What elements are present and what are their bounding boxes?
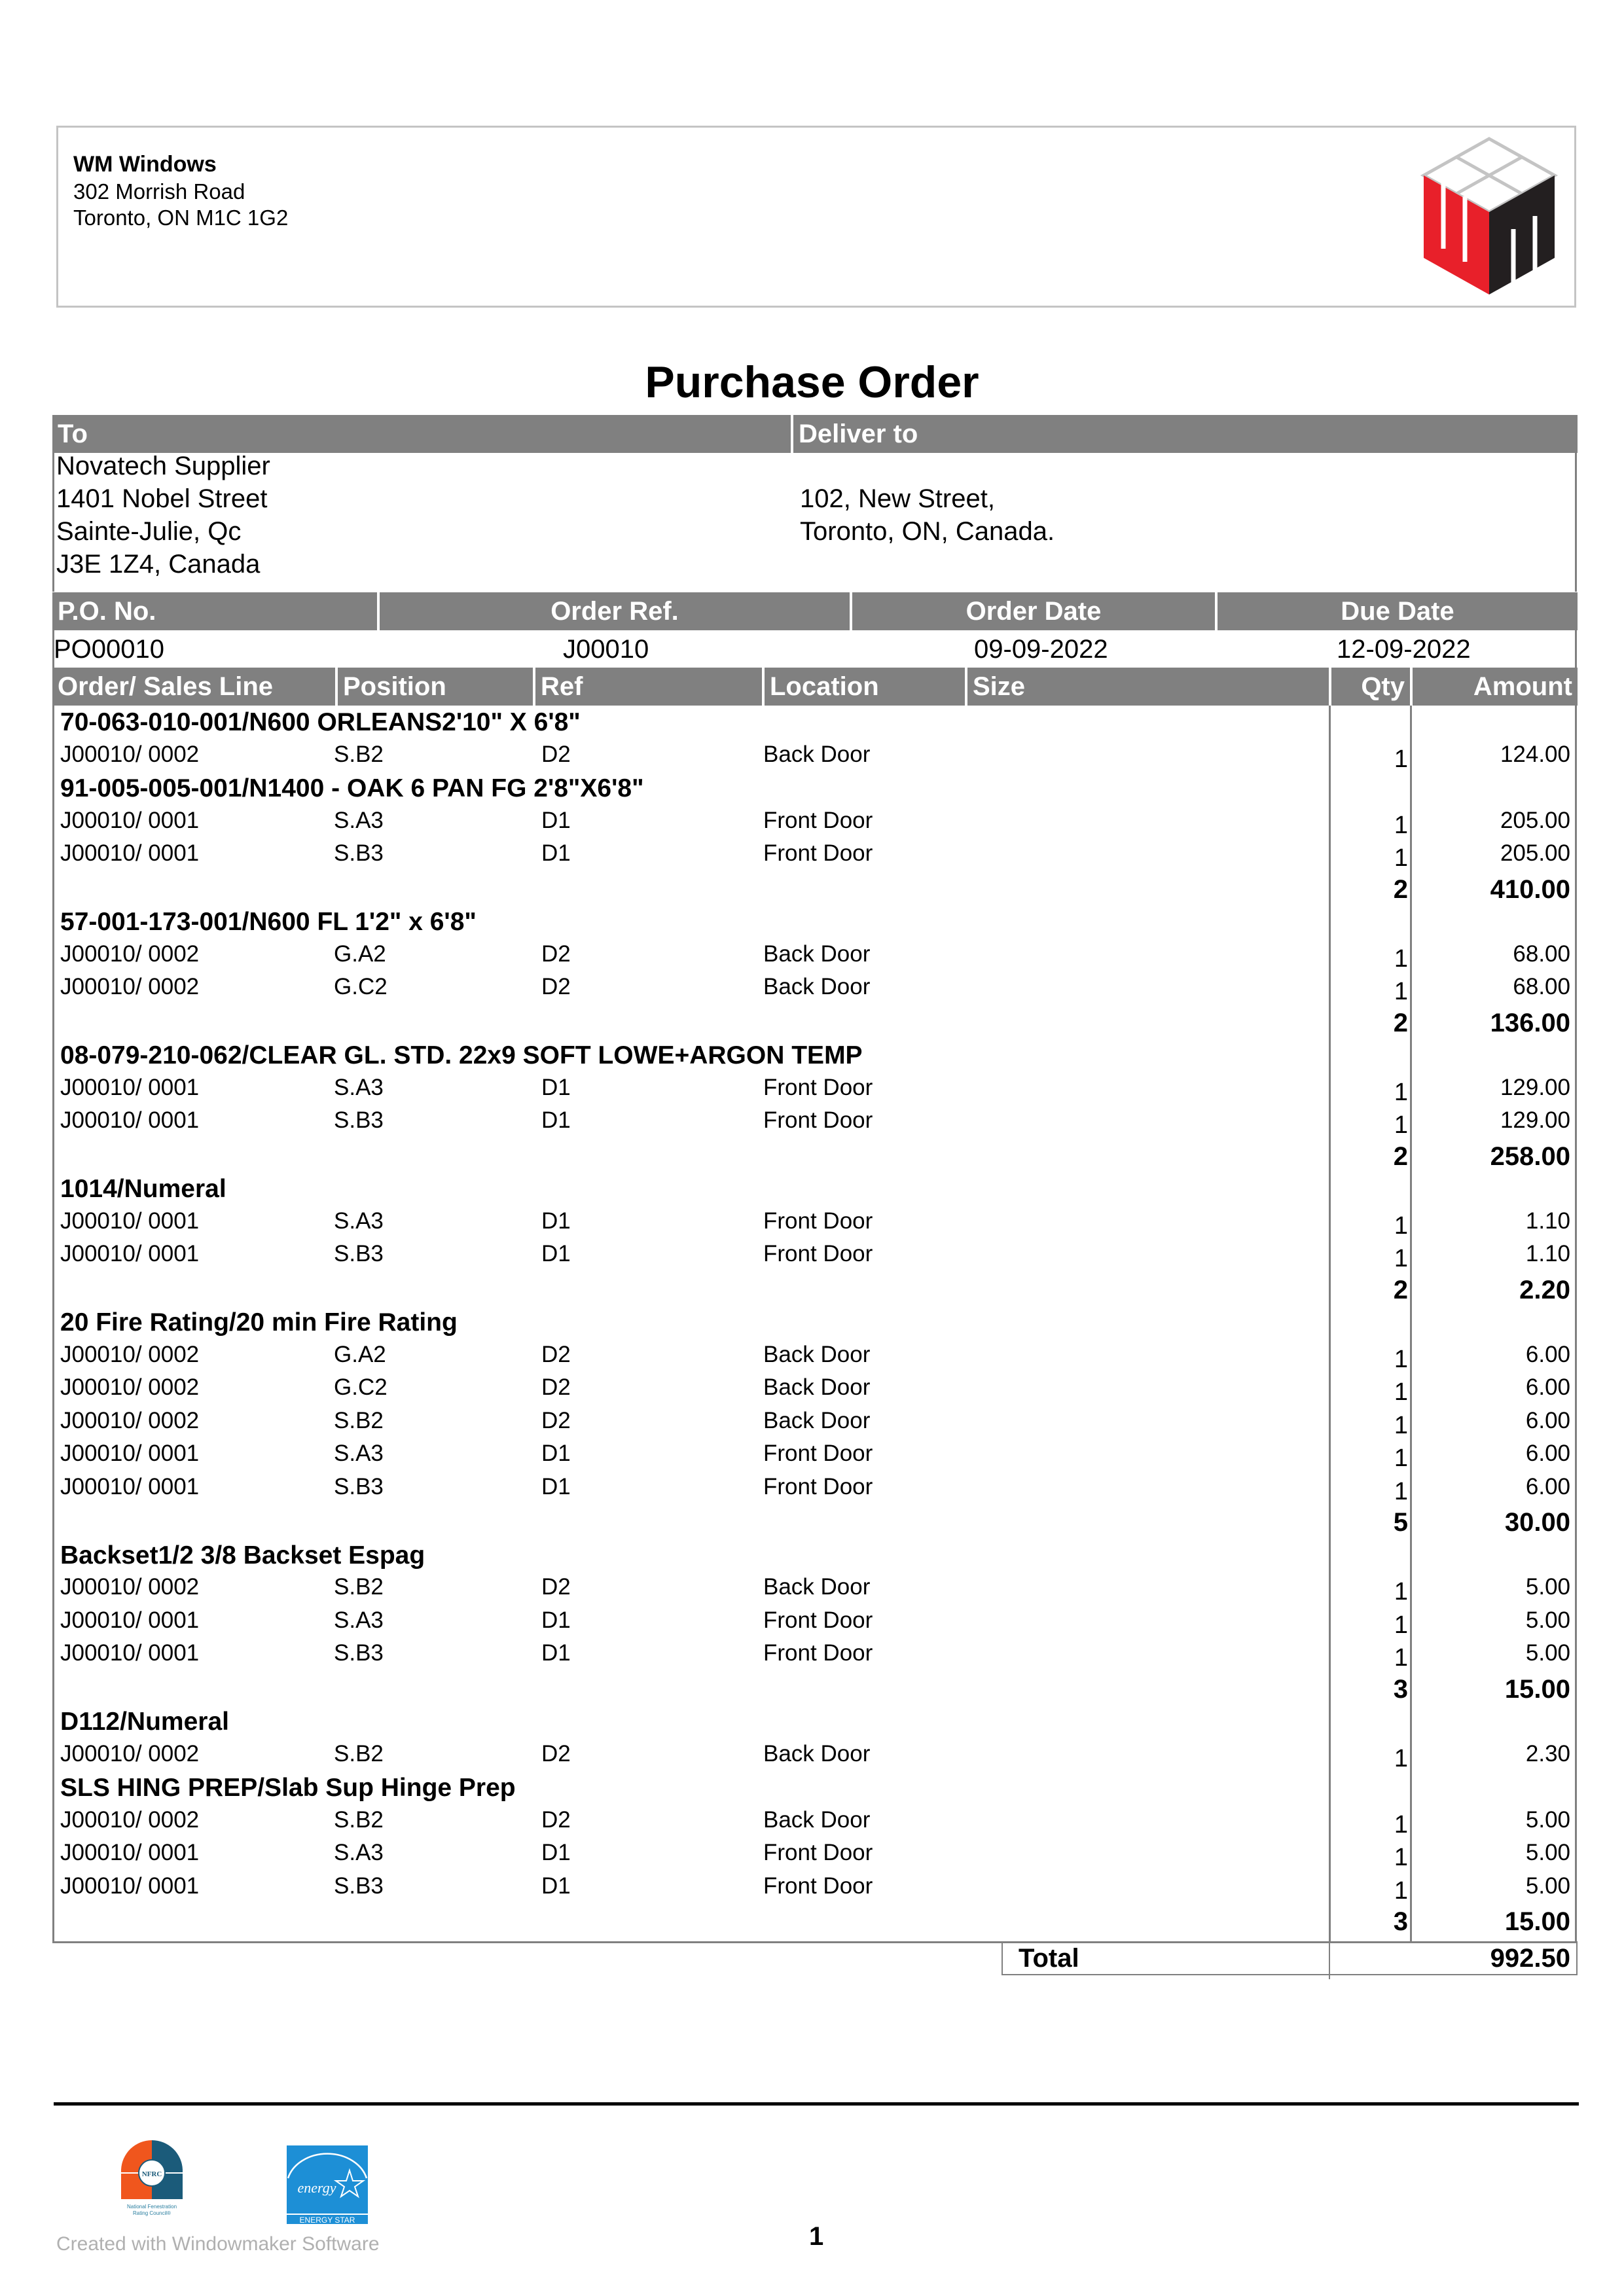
amount-cell: 6.00: [1525, 1473, 1570, 1499]
location-cell: Back Door: [763, 1574, 871, 1600]
position-cell: S.A3: [334, 1441, 384, 1466]
table-row: [0, 742, 1624, 774]
svg-text:energy: energy: [297, 2179, 336, 2196]
po-number-header: P.O. No.: [52, 592, 377, 630]
item-group-title: 70-063-010-001/N600 ORLEANS2'10" X 6'8": [60, 708, 581, 736]
location-cell: Front Door: [763, 1473, 873, 1499]
item-group-title: 57-001-173-001/N600 FL 1'2" x 6'8": [60, 908, 477, 936]
subtotal-qty: 3: [1393, 1907, 1408, 1936]
amount-cell: 2.30: [1525, 1740, 1570, 1767]
subtotal-qty: 2: [1393, 874, 1408, 904]
qty-cell: 1: [1394, 1444, 1408, 1472]
amount-cell: 6.00: [1525, 1374, 1570, 1400]
border-right: [1575, 453, 1577, 592]
ref-cell: D2: [541, 1574, 571, 1600]
order-line-cell: J00010/ 0002: [60, 741, 200, 767]
position-cell: S.B3: [334, 1640, 384, 1666]
qty-cell: 1: [1394, 978, 1408, 1005]
qty-cell: 1: [1394, 1611, 1408, 1639]
amount-cell: 6.00: [1525, 1407, 1570, 1433]
qty-cell: 1: [1394, 1378, 1408, 1406]
ref-cell: D2: [541, 1740, 571, 1767]
order-line-cell: J00010/ 0001: [60, 807, 200, 833]
position-cell: S.A3: [334, 1840, 384, 1865]
order-line-cell: J00010/ 0001: [60, 1241, 200, 1266]
location-cell: Back Door: [763, 741, 871, 767]
order-line-cell: J00010/ 0001: [60, 1208, 200, 1234]
table-row: [0, 1574, 1624, 1607]
ref-cell: D1: [541, 1208, 571, 1234]
qty-cell: 1: [1394, 1810, 1408, 1839]
position-cell: S.B3: [334, 1873, 384, 1899]
qty-cell: 1: [1394, 1211, 1408, 1240]
location-cell: Front Door: [763, 1441, 873, 1466]
total-divider: [1329, 1943, 1330, 1979]
ref-cell: D2: [541, 941, 571, 967]
item-group-title: D112/Numeral: [60, 1708, 229, 1736]
table-row: [0, 941, 1624, 974]
subtotal-row: [0, 1907, 1624, 1940]
item-group-title: 08-079-210-062/CLEAR GL. STD. 22x9 SOFT LOWE+ARGON TEMP: [60, 1041, 863, 1069]
position-cell: G.C2: [334, 974, 388, 999]
order-date-header: Order Date: [852, 592, 1215, 630]
amount-cell: 68.00: [1513, 941, 1570, 967]
energy-star-logo: [287, 2145, 368, 2224]
position-cell: S.B3: [334, 1241, 384, 1266]
total-label: Total: [1019, 1944, 1079, 1973]
table-row: [0, 1840, 1624, 1873]
company-name: WM Windows: [73, 152, 217, 177]
subtotal-row: [0, 1009, 1624, 1041]
deliver-to-header: Deliver to: [793, 415, 1578, 453]
subtotal-qty: 3: [1393, 1674, 1408, 1704]
subtotal-row: [0, 1508, 1624, 1541]
amount-cell: 124.00: [1500, 741, 1570, 767]
order-line-cell: J00010/ 0001: [60, 1840, 200, 1865]
table-row: [0, 1474, 1624, 1507]
to-line: J3E 1Z4, Canada: [56, 550, 261, 579]
ref-cell: D1: [541, 1607, 571, 1633]
amount-cell: 1.10: [1525, 1241, 1570, 1266]
location-cell: Front Door: [763, 1640, 873, 1666]
deliver-to-line: Toronto, ON, Canada.: [800, 517, 1055, 546]
to-line: Novatech Supplier: [56, 452, 270, 480]
amount-cell: 5.00: [1525, 1873, 1570, 1899]
qty-cell: 1: [1394, 811, 1408, 839]
qty-cell: 1: [1394, 1578, 1408, 1605]
position-cell: G.C2: [334, 1374, 388, 1400]
ref-cell: D1: [541, 840, 571, 866]
position-cell: S.A3: [334, 1074, 384, 1100]
table-row: [0, 1408, 1624, 1441]
ref-cell: D1: [541, 1107, 571, 1133]
item-group-title: SLS HING PREP/Slab Sup Hinge Prep: [60, 1774, 516, 1802]
col-header-size: Size: [967, 668, 1329, 706]
position-cell: S.B2: [334, 1407, 384, 1433]
order-line-cell: J00010/ 0002: [60, 1740, 200, 1767]
table-row: [0, 1607, 1624, 1640]
amount-cell: 5.00: [1525, 1840, 1570, 1865]
location-cell: Front Door: [763, 1840, 873, 1865]
location-cell: Back Door: [763, 1341, 871, 1367]
qty-cell: 1: [1394, 944, 1408, 973]
col-header-amount: Amount: [1413, 668, 1578, 706]
wm-cube-logo: [1414, 131, 1564, 301]
location-cell: Front Door: [763, 1241, 873, 1266]
ref-cell: D2: [541, 1341, 571, 1367]
col-header-qty: Qty: [1331, 668, 1410, 706]
subtotal-amount: 410.00: [1490, 874, 1570, 904]
qty-cell: 1: [1394, 1111, 1408, 1139]
ref-cell: D1: [541, 1840, 571, 1865]
subtotal-qty: 2: [1393, 1275, 1408, 1304]
col-header-position: Position: [338, 668, 533, 706]
item-group-title: 91-005-005-001/N1400 - OAK 6 PAN FG 2'8"X6'8": [60, 774, 644, 802]
ref-cell: D1: [541, 1241, 571, 1266]
table-row: [0, 1741, 1624, 1774]
order-line-cell: J00010/ 0001: [60, 840, 200, 866]
svg-text:National Fenestration: National Fenestration: [126, 2204, 177, 2210]
position-cell: S.A3: [334, 807, 384, 833]
svg-text:NFRC: NFRC: [141, 2170, 162, 2178]
order-line-cell: J00010/ 0002: [60, 1806, 200, 1833]
ref-cell: D2: [541, 1374, 571, 1400]
amount-cell: 5.00: [1525, 1574, 1570, 1600]
table-row: [0, 808, 1624, 840]
location-cell: Back Door: [763, 1806, 871, 1833]
table-row: [0, 1075, 1624, 1107]
table-row: [0, 1873, 1624, 1906]
ref-cell: D1: [541, 1640, 571, 1666]
to-line: Sainte-Julie, Qc: [56, 517, 242, 546]
subtotal-qty: 5: [1393, 1508, 1408, 1537]
amount-cell: 1.10: [1525, 1208, 1570, 1234]
subtotal-amount: 136.00: [1490, 1008, 1570, 1037]
amount-cell: 205.00: [1500, 840, 1570, 866]
order-line-cell: J00010/ 0002: [60, 941, 200, 967]
qty-cell: 1: [1394, 1644, 1408, 1672]
total-value: 992.50: [1490, 1944, 1570, 1973]
deliver-to-line: 102, New Street,: [800, 484, 995, 513]
page-title: Purchase Order: [645, 357, 979, 407]
table-row: [0, 1241, 1624, 1274]
ref-cell: D2: [541, 974, 571, 999]
order-line-cell: J00010/ 0001: [60, 1607, 200, 1633]
subtotal-amount: 15.00: [1504, 1907, 1570, 1936]
ref-cell: D2: [541, 1806, 571, 1833]
location-cell: Back Door: [763, 1374, 871, 1400]
ref-cell: D1: [541, 1873, 571, 1899]
qty-cell: 1: [1394, 1477, 1408, 1505]
subtotal-row: [0, 1276, 1624, 1308]
position-cell: S.A3: [334, 1607, 384, 1633]
order-line-cell: J00010/ 0001: [60, 1873, 200, 1899]
order-line-cell: J00010/ 0001: [60, 1473, 200, 1499]
nfrc-logo: [118, 2140, 187, 2222]
ref-cell: D1: [541, 1074, 571, 1100]
col-header-order-line: Order/ Sales Line: [52, 668, 335, 706]
due-date-value: 12-09-2022: [1337, 635, 1471, 664]
position-cell: S.B2: [334, 1574, 384, 1600]
ref-cell: D1: [541, 1473, 571, 1499]
location-cell: Back Door: [763, 1740, 871, 1767]
order-line-cell: J00010/ 0002: [60, 1374, 200, 1400]
location-cell: Front Door: [763, 1107, 873, 1133]
order-line-cell: J00010/ 0002: [60, 974, 200, 999]
location-cell: Front Door: [763, 1607, 873, 1633]
table-row: [0, 1107, 1624, 1140]
order-line-cell: J00010/ 0002: [60, 1341, 200, 1367]
col-header-location: Location: [765, 668, 965, 706]
ref-cell: D2: [541, 741, 571, 767]
amount-cell: 6.00: [1525, 1441, 1570, 1466]
qty-cell: 1: [1394, 1078, 1408, 1106]
order-line-cell: J00010/ 0001: [60, 1640, 200, 1666]
position-cell: G.A2: [334, 1341, 386, 1367]
table-row: [0, 1807, 1624, 1840]
ref-cell: D1: [541, 1441, 571, 1466]
amount-cell: 6.00: [1525, 1341, 1570, 1367]
qty-cell: 1: [1394, 1744, 1408, 1772]
svg-text:ENERGY STAR: ENERGY STAR: [299, 2215, 355, 2224]
subtotal-row: [0, 1142, 1624, 1175]
to-line: 1401 Nobel Street: [56, 484, 268, 513]
amount-cell: 5.00: [1525, 1607, 1570, 1633]
table-row: [0, 840, 1624, 873]
subtotal-qty: 2: [1393, 1008, 1408, 1037]
position-cell: S.B2: [334, 741, 384, 767]
amount-cell: 68.00: [1513, 974, 1570, 999]
company-address-line: 302 Morrish Road: [73, 179, 245, 204]
item-group-title: Backset1/2 3/8 Backset Espag: [60, 1541, 425, 1570]
footer-divider: [54, 2102, 1579, 2106]
order-line-cell: J00010/ 0001: [60, 1074, 200, 1100]
amount-cell: 5.00: [1525, 1806, 1570, 1833]
location-cell: Front Door: [763, 807, 873, 833]
ref-cell: D2: [541, 1407, 571, 1433]
location-cell: Back Door: [763, 941, 871, 967]
location-cell: Back Door: [763, 974, 871, 999]
qty-cell: 1: [1394, 844, 1408, 872]
position-cell: S.B3: [334, 1107, 384, 1133]
to-header: To: [52, 415, 791, 453]
po-number-value: PO00010: [54, 635, 165, 664]
qty-cell: 1: [1394, 1245, 1408, 1272]
created-with-text: Created with Windowmaker Software: [56, 2233, 380, 2255]
subtotal-amount: 258.00: [1490, 1141, 1570, 1171]
table-row: [0, 1208, 1624, 1241]
table-row: [0, 1441, 1624, 1473]
order-line-cell: J00010/ 0002: [60, 1407, 200, 1433]
ref-cell: D1: [541, 807, 571, 833]
subtotal-amount: 30.00: [1504, 1508, 1570, 1537]
order-line-cell: J00010/ 0001: [60, 1107, 200, 1133]
amount-cell: 5.00: [1525, 1640, 1570, 1666]
subtotal-row: [0, 875, 1624, 908]
border-right: [1575, 630, 1577, 670]
location-cell: Front Door: [763, 1873, 873, 1899]
order-date-value: 09-09-2022: [974, 635, 1108, 664]
amount-cell: 129.00: [1500, 1074, 1570, 1100]
table-row: [0, 1342, 1624, 1374]
order-line-cell: J00010/ 0002: [60, 1574, 200, 1600]
page-number: 1: [809, 2222, 824, 2251]
position-cell: G.A2: [334, 941, 386, 967]
position-cell: S.B2: [334, 1806, 384, 1833]
qty-cell: 1: [1394, 1345, 1408, 1373]
table-row: [0, 1640, 1624, 1673]
amount-cell: 205.00: [1500, 807, 1570, 833]
subtotal-row: [0, 1675, 1624, 1708]
table-row: [0, 974, 1624, 1007]
position-cell: S.B3: [334, 1473, 384, 1499]
subtotal-qty: 2: [1393, 1141, 1408, 1171]
subtotal-amount: 15.00: [1504, 1674, 1570, 1704]
position-cell: S.A3: [334, 1208, 384, 1234]
order-line-cell: J00010/ 0001: [60, 1441, 200, 1466]
svg-text:Rating Council®: Rating Council®: [133, 2210, 171, 2216]
table-row: [0, 1374, 1624, 1407]
qty-cell: 1: [1394, 1876, 1408, 1905]
order-ref-value: J00010: [563, 635, 649, 664]
item-group-title: 20 Fire Rating/20 min Fire Rating: [60, 1308, 458, 1336]
location-cell: Back Door: [763, 1407, 871, 1433]
position-cell: S.B2: [334, 1740, 384, 1767]
subtotal-amount: 2.20: [1519, 1275, 1570, 1304]
position-cell: S.B3: [334, 840, 384, 866]
company-address-line: Toronto, ON M1C 1G2: [73, 206, 289, 230]
col-header-ref: Ref: [535, 668, 762, 706]
order-ref-header: Order Ref.: [380, 592, 850, 630]
location-cell: Front Door: [763, 1208, 873, 1234]
amount-cell: 129.00: [1500, 1107, 1570, 1133]
qty-cell: 1: [1394, 1844, 1408, 1871]
location-cell: Front Door: [763, 840, 873, 866]
due-date-header: Due Date: [1218, 592, 1578, 630]
qty-cell: 1: [1394, 745, 1408, 773]
border-left: [52, 453, 54, 592]
qty-cell: 1: [1394, 1411, 1408, 1439]
location-cell: Front Door: [763, 1074, 873, 1100]
item-group-title: 1014/Numeral: [60, 1175, 226, 1203]
